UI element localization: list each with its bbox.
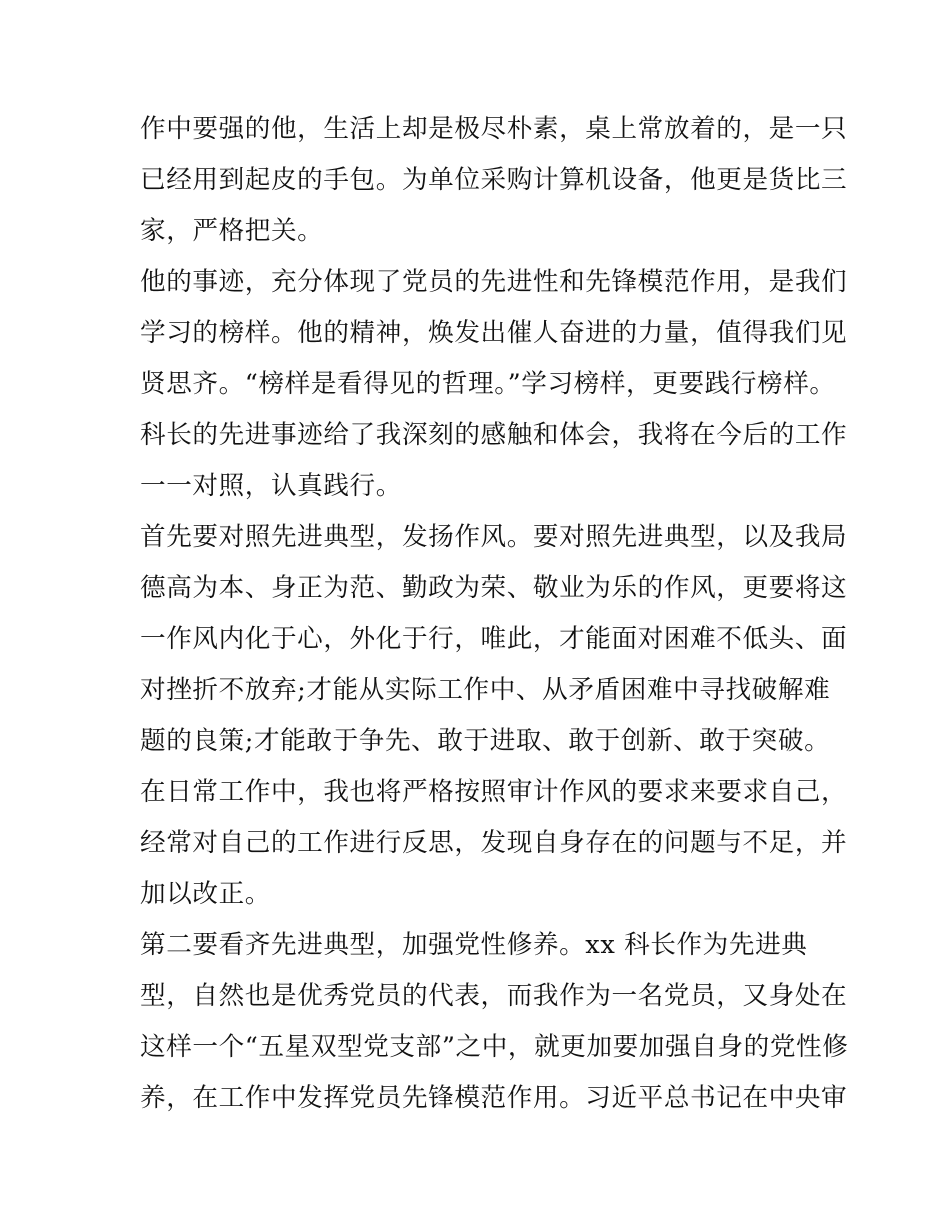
text-line: 贤思齐。“榜样是看得见的哲理。”学习榜样，更要践行榜样。 bbox=[140, 369, 836, 399]
text-line: 型，自然也是优秀党员的代表，而我作为一名党员，又身处在 bbox=[140, 981, 848, 1011]
text-line: 题的良策;才能敢于争先、敢于进取、敢于创新、敢于突破。 bbox=[140, 726, 831, 756]
text-line: 这样一个“五星双型党支部”之中，就更加要加强自身的党性修 bbox=[140, 1032, 849, 1062]
text-line: 加以改正。 bbox=[140, 879, 271, 909]
text-line: 养，在工作中发挥党员先锋模范作用。习近平总书记在中央审 bbox=[140, 1083, 848, 1113]
text-line: 一作风内化于心，外化于行，唯此，才能面对困难不低头、面 bbox=[140, 624, 848, 654]
text-line: 经常对自己的工作进行反思，发现自身存在的问题与不足，并 bbox=[140, 828, 848, 858]
text-line: 一一对照，认真践行。 bbox=[140, 471, 402, 501]
text-line: 作中要强的他，生活上却是极尽朴素，桌上常放着的，是一只 bbox=[140, 114, 848, 144]
body-text bbox=[140, 104, 849, 1124]
text-line: 第二要看齐先进典型，加强党性修养。xx 科长作为先进典 bbox=[140, 930, 808, 960]
text-line: 德高为本、身正为范、勤政为荣、敬业为乐的作风，更要将这 bbox=[140, 573, 848, 603]
text-line: 在日常工作中，我也将严格按照审计作风的要求来要求自己， bbox=[140, 777, 848, 807]
text-line: 他的事迹，充分体现了党员的先进性和先锋模范作用，是我们 bbox=[140, 267, 848, 297]
text-line: 学习的榜样。他的精神，焕发出催人奋进的力量，值得我们见 bbox=[140, 318, 848, 348]
text-line: 首先要对照先进典型，发扬作风。要对照先进典型，以及我局 bbox=[140, 522, 848, 552]
text-line: 科长的先进事迹给了我深刻的感触和体会，我将在今后的工作 bbox=[140, 420, 848, 450]
text-line: 家，严格把关。 bbox=[140, 216, 324, 246]
text-line: 已经用到起皮的手包。为单位采购计算机设备，他更是货比三 bbox=[140, 165, 848, 195]
text-line: 对挫折不放弃;才能从实际工作中、从矛盾困难中寻找破解难 bbox=[140, 675, 831, 705]
